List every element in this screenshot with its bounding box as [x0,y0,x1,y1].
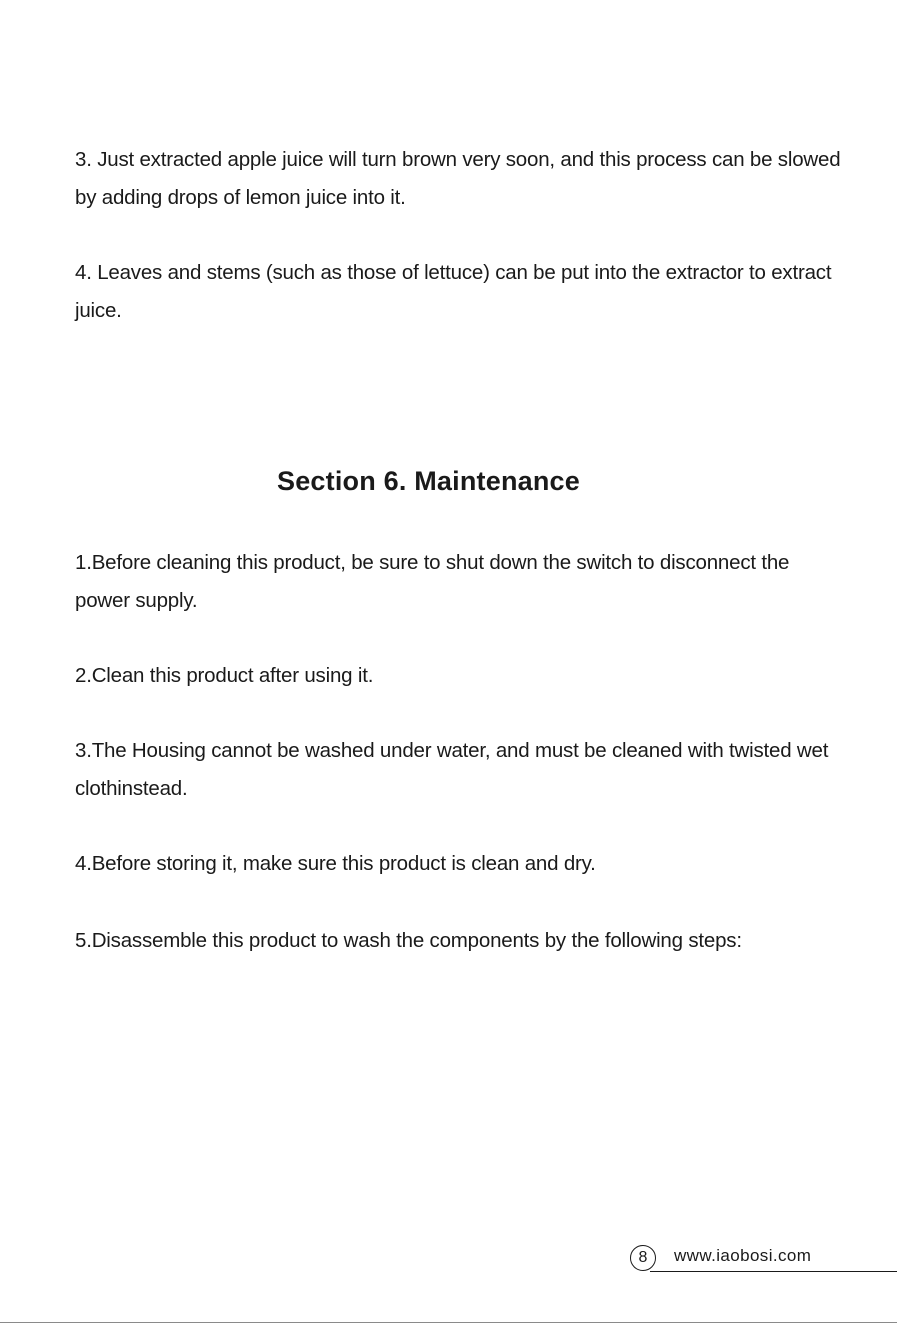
footer-underline [650,1271,897,1272]
page-number: 8 [630,1245,656,1271]
tip-item-3: 3. Just extracted apple juice will turn brown very soon, and this process can be slowed by adding drops of lemon juice into it. [75,148,841,209]
maintenance-item-2: 2.Clean this product after using it. [75,664,374,687]
page-bottom-divider [0,1322,897,1323]
section-title: Section 6. Maintenance [277,466,580,496]
maintenance-item-4: 4.Before storing it, make sure this product is clean and dry. [75,852,596,875]
maintenance-item-3: 3.The Housing cannot be washed under water, and must be cleaned with twisted wet clothinstead. [75,739,829,800]
maintenance-item-5: 5.Disassemble this product to wash the components by the following steps: [75,929,742,952]
maintenance-item-1: 1.Before cleaning this product, be sure to shut down the switch to disconnect the power supply. [75,551,790,612]
tip-item-4: 4. Leaves and stems (such as those of lettuce) can be put into the extractor to extract juice. [75,261,832,322]
website-link[interactable]: www.iaobosi.com [674,1246,812,1265]
page-footer [630,1243,897,1273]
